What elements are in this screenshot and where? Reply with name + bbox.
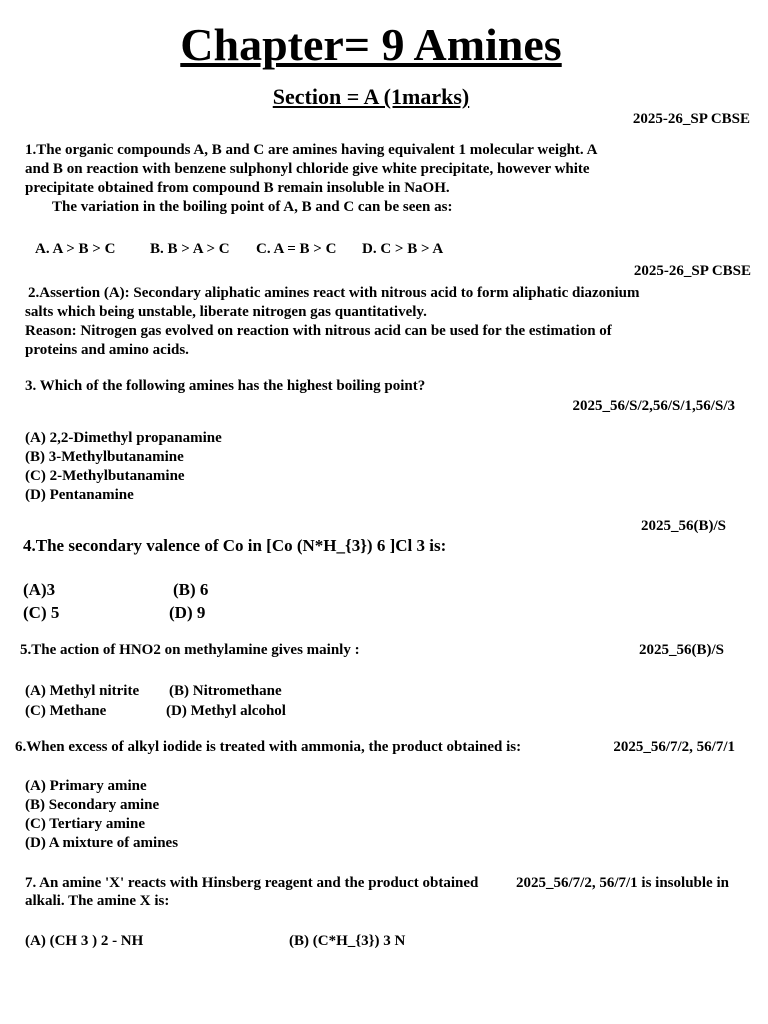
q7-question-line2: alkali. The amine X is: (25, 893, 170, 909)
q1-option: D. C > B > A (362, 241, 444, 257)
q6-source: 2025_56/7/2, 56/7/1 (613, 739, 735, 755)
q4-option: (A)3 (23, 580, 56, 599)
q3-option: (D) Pentanamine (25, 487, 134, 503)
q3-option: (A) 2,2-Dimethyl propanamine (25, 430, 222, 446)
q4-source: 2025_56(B)/S (640, 518, 726, 534)
q2-line: proteins and amino acids. (25, 342, 189, 358)
q7-question-end: 2025_56/7/2, 56/7/1 is insoluble in (516, 875, 729, 891)
q4-question: 4.The secondary valence of Co in [Co (N*H_{3}) 6 ]Cl 3 is: (23, 536, 447, 555)
q2-text (25, 284, 640, 360)
q3-source: 2025_56/S/2,56/S/1,56/S/3 (572, 398, 735, 414)
q3-option: (C) 2-Methylbutanamine (25, 468, 185, 484)
q1-option: C. A = B > C (256, 241, 337, 257)
q5-source: 2025_56(B)/S (638, 642, 724, 658)
q2-line: salts which being unstable, liberate nitrogen gas quantitatively. (25, 304, 427, 320)
q5-option: (A) Methyl nitrite (25, 683, 140, 699)
q5-question: 5.The action of HNO2 on methylamine gives mainly : (20, 642, 360, 658)
q5-option: (C) Methane (25, 703, 107, 719)
q5-option: (D) Methyl alcohol (166, 703, 286, 719)
q1-line: and B on reaction with benzene sulphonyl chloride give white precipitate, however white (25, 161, 590, 177)
q3-question: 3. Which of the following amines has the highest boiling point? (25, 378, 426, 394)
q1-option: A. A > B > C (35, 241, 116, 257)
q6-option: (A) Primary amine (25, 778, 147, 794)
q2-line: Reason: Nitrogen gas evolved on reaction with nitrous acid can be used for the estimation of (25, 323, 612, 339)
q7-option: (A) (CH 3 ) 2 - NH (25, 933, 144, 949)
q1-line: precipitate obtained from compound B remain insoluble in NaOH. (25, 180, 450, 196)
q1-text (25, 141, 597, 217)
q7-option: (B) (C*H_{3}) 3 N (289, 933, 406, 949)
q4-option: (D) 9 (169, 603, 206, 622)
q3-options (25, 429, 222, 505)
q6-question: 6.When excess of alkyl iodide is treated with ammonia, the product obtained is: (15, 739, 522, 755)
q3-option: (B) 3-Methylbutanamine (25, 449, 184, 465)
q2-line: 2.Assertion (A): Secondary aliphatic amines react with nitrous acid to form aliphatic diazonium (28, 285, 640, 301)
q6-option: (B) Secondary amine (25, 797, 160, 813)
q1-line: 1.The organic compounds A, B and C are amines having equivalent 1 molecular weight. A (25, 142, 598, 158)
q1-line: The variation in the boiling point of A, B and C can be seen as: (52, 199, 453, 215)
q5-option: (B) Nitromethane (169, 683, 282, 699)
section-heading: Section = A (1marks) (272, 84, 470, 109)
q4-option: (B) 6 (173, 580, 209, 599)
q6-option: (D) A mixture of amines (25, 835, 179, 851)
q4-option: (C) 5 (23, 603, 60, 622)
q6-option: (C) Tertiary amine (25, 816, 145, 832)
q1-source: 2025-26_SP CBSE (632, 111, 750, 127)
q6-options (25, 777, 178, 853)
q1-option: B. B > A > C (150, 241, 230, 257)
chapter-title: Chapter= 9 Amines (180, 19, 562, 70)
q7-question-start: 7. An amine 'X' reacts with Hinsberg reagent and the product obtained (25, 875, 479, 891)
q2-source: 2025-26_SP CBSE (633, 263, 751, 279)
